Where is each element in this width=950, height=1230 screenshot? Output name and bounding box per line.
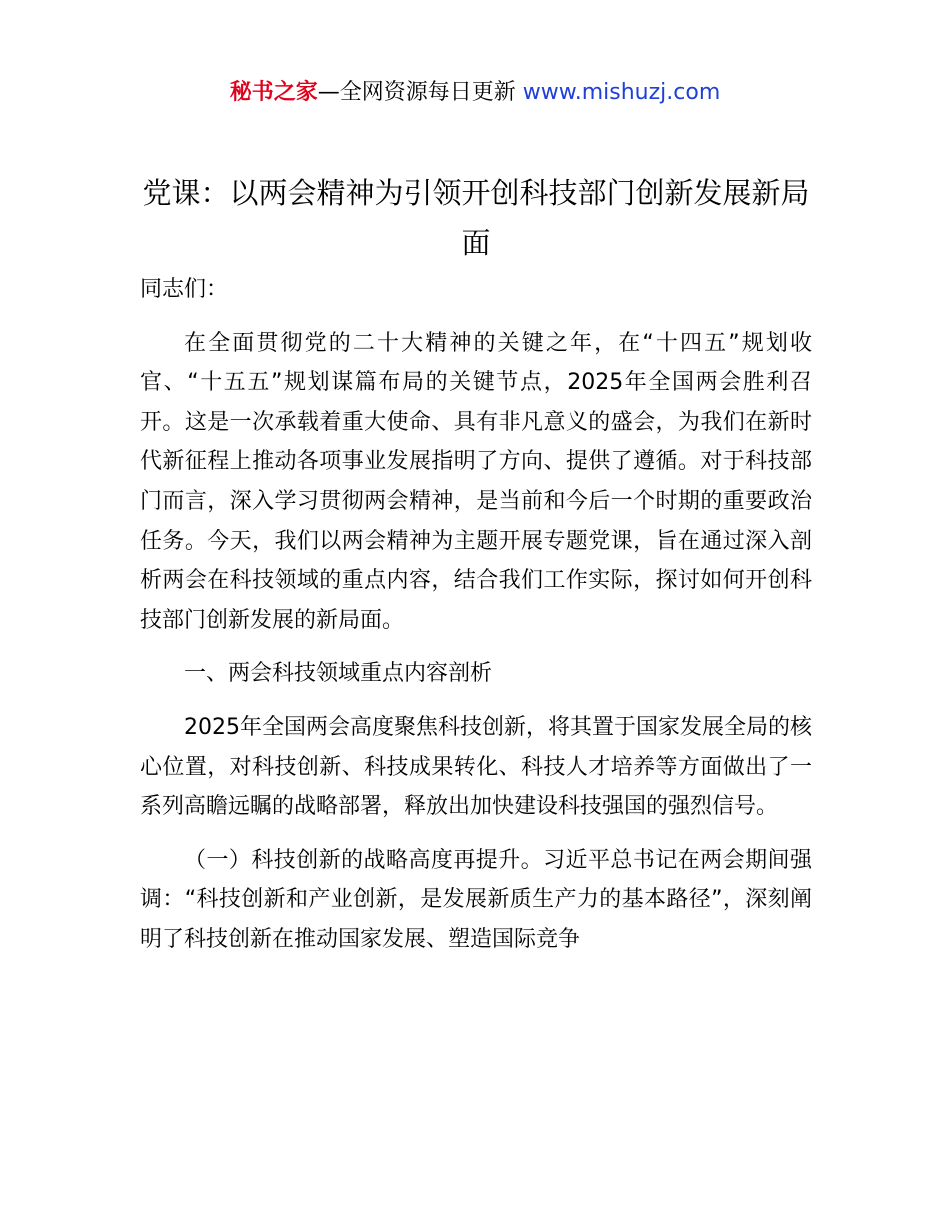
site-url-link[interactable]: www.mishuzj.com xyxy=(522,80,721,105)
site-header xyxy=(0,78,950,108)
document-body xyxy=(140,270,812,960)
document-title: 党课：以两会精神为引领开创科技部门创新发展新局面 xyxy=(142,176,810,260)
paragraph-subsection-1: （一）科技创新的战略高度再提升。习近平总书记在两会期间强调：“科技创新和产业创新，是发展新质生产力的基本路径”，深刻阐明了科技创新在推动国家发展、塑造国际竞争 xyxy=(140,847,812,952)
header-tagline: —全网资源每日更新 xyxy=(317,80,523,105)
paragraph-intro: 在全面贯彻党的二十大精神的关键之年，在“十四五”规划收官、“十五五”规划谋篇布局的关键节点，2025年全国两会胜利召开。这是一次承载着重大使命、具有非凡意义的盛会，为我们在新时代新征程上推动各项事业发展指明了方向、提供了遵循。对于科技部门而言，深入学习贯彻两会精神，是当前和今后一个时期的重要政治任务。今天，我们以两会精神为主题开展专题党课，旨在通过深入剖析两会在科技领域的重点内容，结合我们工作实际，探讨如何开创科技部门创新发展的新局面。 xyxy=(140,330,812,633)
brand-name: 秘书之家 xyxy=(229,80,318,105)
paragraph-section-summary: 2025年全国两会高度聚焦科技创新，将其置于国家发展全局的核心位置，对科技创新、科技成果转化、科技人才培养等方面做出了一系列高瞻远瞩的战略部署，释放出加快建设科技强国的强烈信号。 xyxy=(140,714,812,820)
section-heading: 一、两会科技领域重点内容剖析 xyxy=(184,661,493,687)
salutation: 同志们： xyxy=(140,277,229,302)
